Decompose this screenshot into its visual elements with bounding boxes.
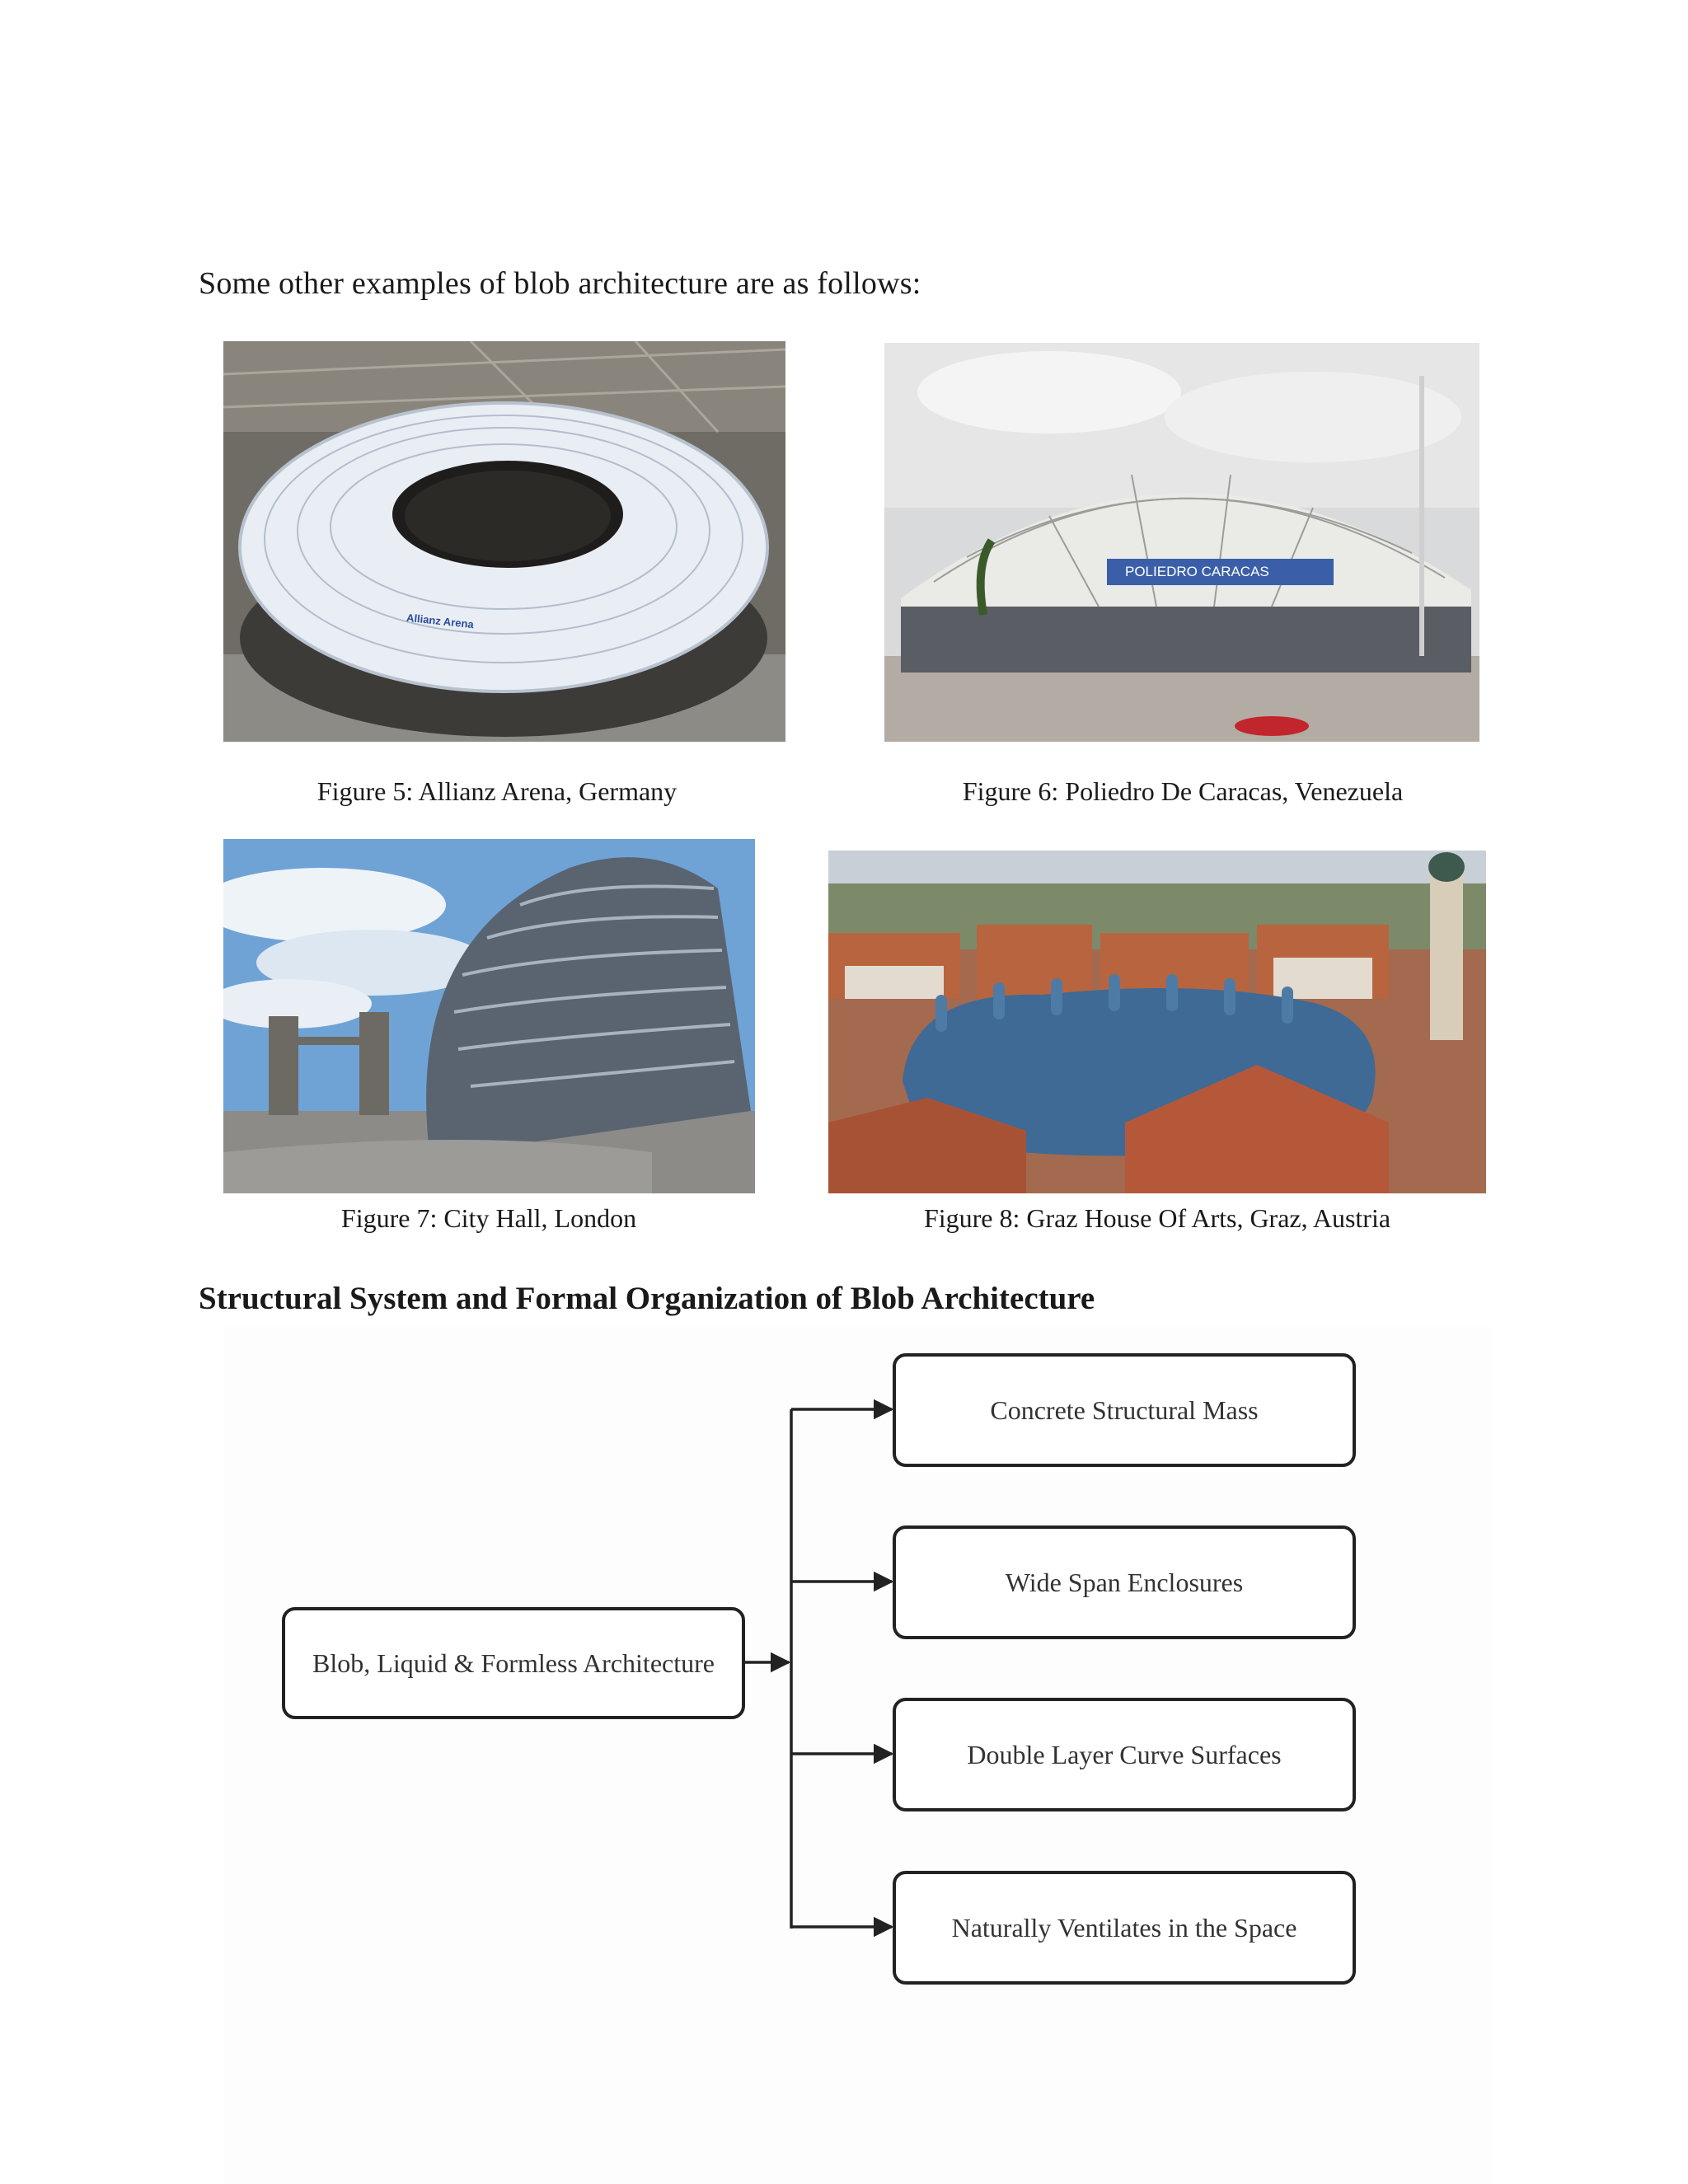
diagram-node-target-3 [893, 1698, 1356, 1811]
figure-7-caption: Figure 7: City Hall, London [340, 1203, 637, 1233]
diagram-node-target-1 [893, 1353, 1356, 1467]
diagram-node-target-1-label: Concrete Structural Mass [990, 1394, 1259, 1425]
figure-6-caption: Figure 6: Poliedro De Caracas, Venezuela [962, 776, 1404, 806]
figure-8-photo [828, 851, 1486, 1193]
diagram-node-target-2-label: Wide Span Enclosures [1005, 1567, 1244, 1597]
figure-6-photo [884, 343, 1479, 742]
diagram-node-target-4-label: Naturally Ventilates in the Space [951, 1912, 1297, 1943]
diagram-node-target-2 [893, 1526, 1356, 1639]
diagram-node-target-3-label: Double Layer Curve Surfaces [967, 1739, 1282, 1769]
section-heading: Structural System and Formal Organization of Blob Architecture [199, 1281, 1095, 1316]
figure-5-sign: Allianz Arena [406, 611, 475, 631]
diagram-node-source-label: Blob, Liquid & Formless Architecture [312, 1647, 715, 1678]
figure-7-photo [223, 839, 755, 1193]
figure-5-photo [223, 341, 785, 742]
intro-paragraph: Some other examples of blob architecture are as follows: [199, 266, 921, 301]
figure-5-caption: Figure 5: Allianz Arena, Germany [316, 776, 678, 806]
diagram-node-target-4 [893, 1871, 1356, 1985]
diagram-node-source [282, 1607, 745, 1719]
figure-8-caption: Figure 8: Graz House Of Arts, Graz, Austria [923, 1203, 1391, 1233]
figure-6-sign: POLIEDRO CARACAS [1125, 564, 1269, 579]
